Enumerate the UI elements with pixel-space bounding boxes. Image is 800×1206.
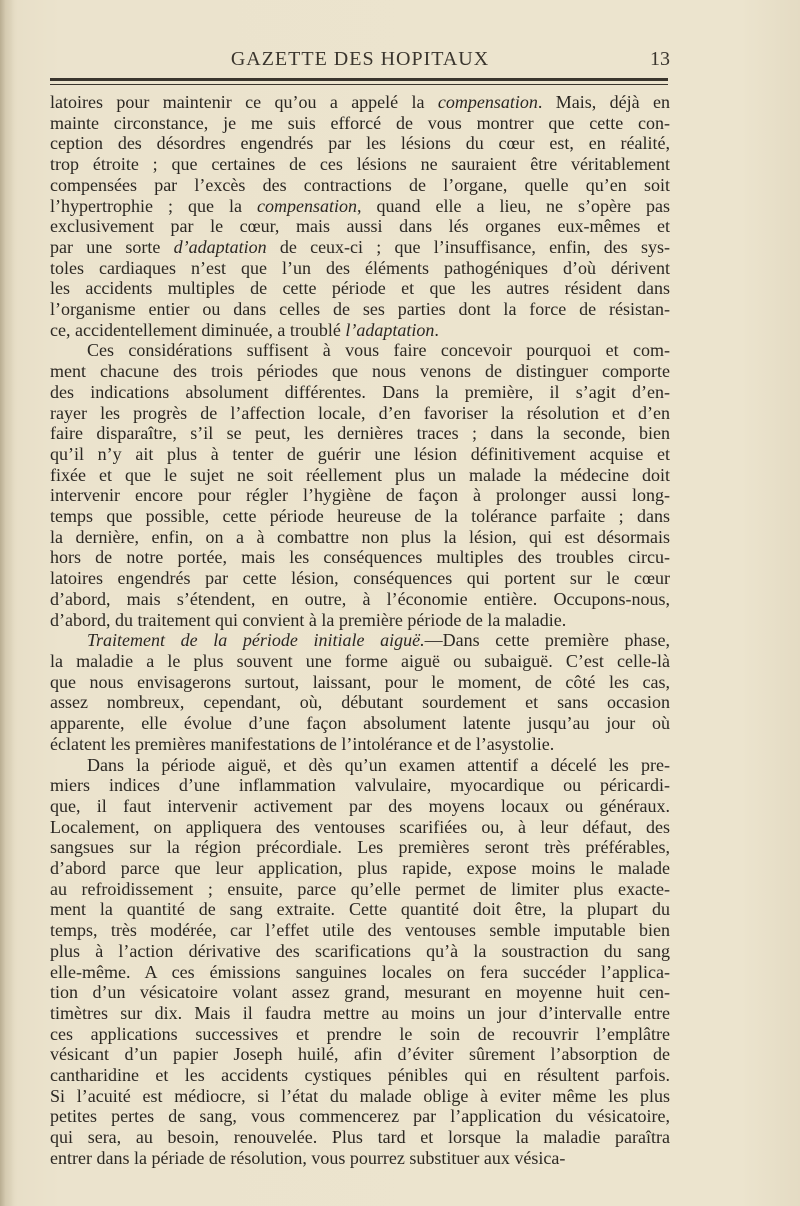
text-line: qu’il n’y ait plus à tenter de guérir une lésion définitivement acquise et: [50, 443, 670, 464]
journal-title: GAZETTE DES HOPITAUX: [230, 48, 490, 70]
paragraph-3: [50, 630, 670, 754]
text-line: vésicant d’un papier Joseph huilé, afin d’éviter sûrement l’absorption de: [50, 1044, 670, 1065]
text-line: exclusivement par le cœur, mais aussi dans lés organes eux-mêmes et: [50, 216, 670, 237]
text-line: ces applications successives et prendre le soin de recouvrir l’emplâtre: [50, 1023, 670, 1044]
text-line: trop étroite ; que certaines de ces lésions ne sauraient être véritablement: [50, 154, 670, 175]
text-line: tion d’un vésicatoire volant assez grand, mesurant en moyenne huit cen-: [50, 982, 670, 1003]
text-line: assez nombreux, cependant, où, débutant sourdement et sans occasion: [50, 692, 670, 713]
text-line: des indications absolument différentes. Dans la première, il s’agit d’en-: [50, 381, 670, 402]
text-line: d’abord parce que leur application, plus rapide, expose moins le malade: [50, 858, 670, 879]
text-line: faire disparaître, s’il se peut, les dernières traces ; dans la seconde, bien: [50, 423, 670, 444]
text-line: latoires engendrés par cette lésion, conséquences qui portent sur le cœur: [50, 568, 670, 589]
text-line: ception des désordres engendrés par les lésions du cœur est, en réalité,: [50, 133, 670, 154]
text-line: Ces considérations suffisent à vous faire concevoir pourquoi et com-: [87, 340, 670, 361]
header-rule-thin: [50, 84, 668, 85]
paragraph-1: [50, 92, 670, 340]
text-line: au refroidissement ; ensuite, parce qu’elle permet de limiter plus exacte-: [50, 878, 670, 899]
text-line: hors de notre portée, mais les conséquences multiples des troubles circu-: [50, 547, 670, 568]
text-line: intervenir encore pour régler l’hygiène de façon à prolonger aussi long-: [50, 485, 670, 506]
text-line: Traitement de la période initiale aiguë.—Dans cette première phase,: [87, 630, 670, 651]
text-line: ment la quantité de sang extraite. Cette quantité doit être, la plupart du: [50, 899, 670, 920]
article-body: [50, 92, 670, 1169]
text-line: d’abord, du traitement qui convient à la première période de la maladie.: [50, 609, 567, 630]
text-line: fixée et que le sujet ne soit réellement plus un malade la médecine doit: [50, 464, 670, 485]
text-line: que nous envisagerons surtout, laissant, pour le moment, de côté les cas,: [50, 671, 670, 692]
text-line: l’hypertrophie ; que la compensation, quand elle a lieu, ne s’opère pas: [50, 195, 671, 216]
text-line: sangsues sur la région précordiale. Les premières seront très préférables,: [50, 837, 670, 858]
text-line: par une sorte d’adaptation de ceux-ci ; que l’insuffisance, enfin, des sys-: [50, 236, 670, 257]
text-line: elle-même. A ces émissions sanguines locales on fera succéder l’applica-: [50, 961, 670, 982]
text-line: temps, très modérée, car l’effet utile des ventouses semble imputable bien: [50, 920, 670, 941]
text-line: les accidents multiples de cette période et que les autres résident dans: [50, 278, 670, 299]
text-line: d’abord, mais s’étendent, en outre, à l’économie entière. Occupons-nous,: [50, 588, 670, 609]
text-line: rayer les progrès de l’affection locale, d’en favoriser la résolution et d’en: [50, 402, 670, 423]
text-line: timètres sur dix. Mais il faudra mettre au moins un jour d’intervalle entre: [50, 1002, 670, 1023]
binding-shadow: [0, 0, 14, 1206]
text-line: ce, accidentellement diminuée, a troublé l’adaptation.: [50, 319, 439, 340]
text-line: éclatent les premières manifestations de l’intolérance et de l’asystolie.: [50, 733, 555, 754]
text-line: temps que possible, cette période heureuse de la tolérance parfaite ; dans: [50, 506, 670, 527]
header-rule-thick: [50, 78, 668, 81]
text-line: toles cardiaques n’est que l’un des éléments pathogéniques d’où dérivent: [50, 257, 670, 278]
page-number: 13: [650, 48, 670, 70]
text-line: Localement, on appliquera des ventouses scarifiées ou, à leur défaut, des: [50, 816, 670, 837]
text-line: Si l’acuité est médiocre, si l’état du malade oblige à eviter même les plus: [50, 1085, 670, 1106]
text-line: mainte circonstance, je me suis efforcé de vous montrer que cette con-: [50, 112, 670, 133]
text-line: petites pertes de sang, vous commencerez par l’application du vésicatoire,: [50, 1106, 670, 1127]
text-line: l’organisme entier ou dans celles de ses parties dont la force de résistan-: [50, 299, 670, 320]
text-line: apparente, elle évolue d’une façon absolument latente jusqu’au jour où: [50, 713, 670, 734]
running-header: [50, 48, 670, 74]
text-line: latoires pour maintenir ce qu’ou a appelé la compensation. Mais, déjà en: [50, 92, 670, 112]
text-line: plus à l’action dérivative des scarifications qu’à la soustraction du sang: [50, 940, 670, 961]
text-line: qui sera, au besoin, renouvelée. Plus tard et lorsque la maladie paraîtra: [50, 1127, 670, 1148]
text-line: miers indices d’une inflammation valvulaire, myocardique ou péricardi-: [50, 775, 670, 796]
text-line: Dans la période aiguë, et dès qu’un examen attentif a décelé les pre-: [87, 754, 670, 775]
text-line: la maladie a le plus souvent une forme aiguë ou subaiguë. C’est celle-là: [50, 650, 670, 671]
paragraph-2: [50, 340, 670, 630]
text-line: la dernière, enfin, on a à combattre non plus la lésion, qui est désormais: [50, 526, 670, 547]
text-line: compensées par l’excès des contractions de l’organe, quelle qu’en soit: [50, 174, 670, 195]
paragraph-4: [50, 755, 670, 1169]
text-line: entrer dans la périade de résolution, vous pourrez substituer aux vésica-: [50, 1147, 566, 1168]
text-line: cantharidine et les accidents cystiques pénibles qui en résultent parfois.: [50, 1065, 670, 1086]
text-line: ment chacune des trois périodes que nous venons de distinguer comporte: [50, 361, 670, 382]
text-line: que, il faut intervenir activement par des moyens locaux ou généraux.: [50, 795, 670, 816]
